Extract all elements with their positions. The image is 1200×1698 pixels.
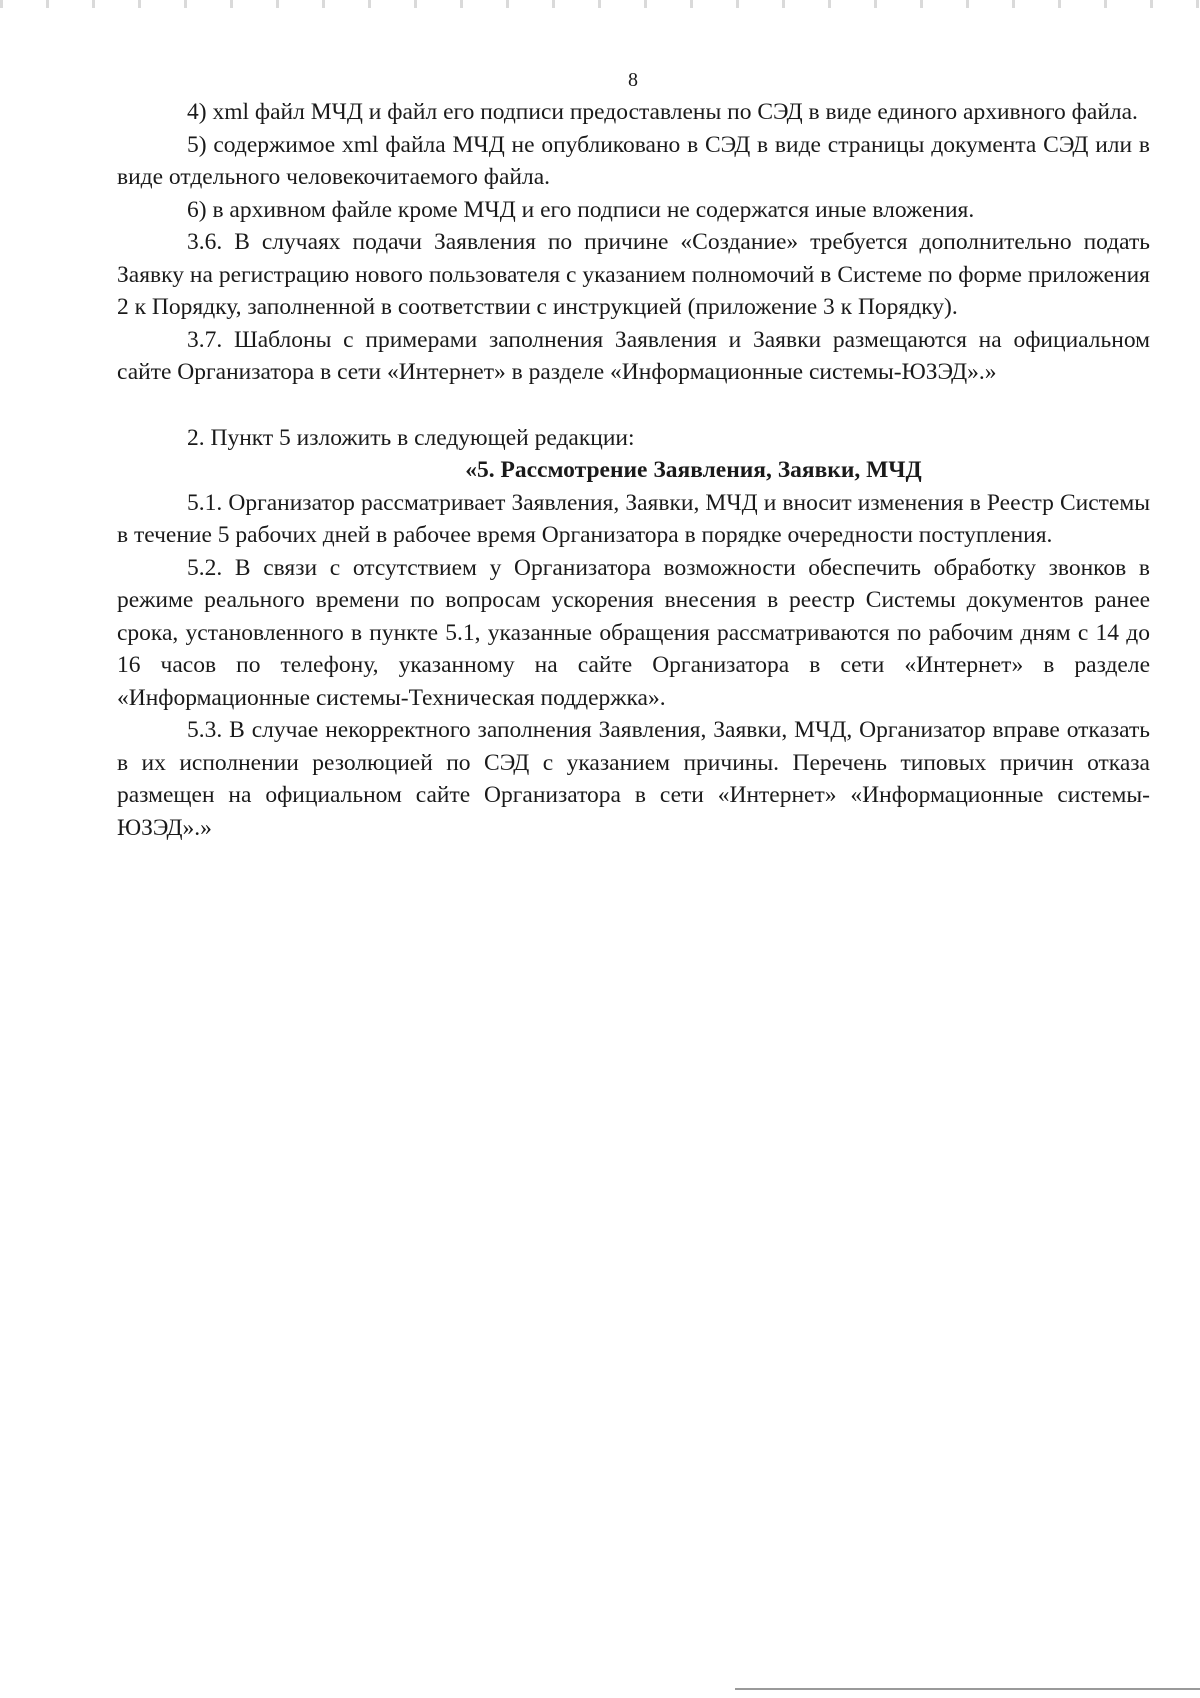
paragraph-5-2: 5.2. В связи с отсутствием у Организатора возможности обеспечить обработку звонков в режиме реального времени по вопросам ускорения внесения в реестр Системы документов ранее срока, установленного в пункте 5.1, указанные обращения рассматриваются по рабочим дням с 14 до 16 часов по телефону, указанному на сайте Организатора в сети «Интернет» в разделе «Информационные системы-Техническая поддержка». [117,554,1150,711]
paragraph-item-2: 2. Пункт 5 изложить в следующей редакции: [187,424,635,451]
paragraph-5-1: 5.1. Организатор рассматривает Заявления, Заявки, МЧД и вносит изменения в Реестр Системы в течение 5 рабочих дней в рабочее время Организатора в порядке очередности поступления. [117,489,1150,548]
paragraph-item-4: 4) xml файл МЧД и файл его подписи предоставлены по СЭД в виде единого архивного файла. [187,99,1138,125]
page-number: 8 [628,69,638,91]
section-heading: «5. Рассмотрение Заявления, Заявки, МЧД [465,457,922,483]
paragraph-5-3: 5.3. В случае некорректного заполнения Заявления, Заявки, МЧД, Организатор вправе отказать в их исполнении резолюцией по СЭД с указанием причины. Перечень типовых причин отказа размещен на официальном сайте Организатора в сети «Интернет» «Информационные системы-ЮЗЭД».» [117,717,1150,841]
footer-rule [735,1688,1200,1690]
paragraph-3-7: 3.7. Шаблоны с примерами заполнения Заявления и Заявки размещаются на официальном сайте Организатора в сети «Интернет» в разделе «Информационные системы-ЮЗЭД».» [117,326,1150,385]
paragraph-item-5: 5) содержимое xml файла МЧД не опубликовано в СЭД в виде страницы документа СЭД или в виде отдельного человекочитаемого файла. [117,131,1150,190]
scan-artifact-top [0,0,1200,8]
document-body [117,96,1150,844]
paragraph-3-6: 3.6. В случаях подачи Заявления по причине «Создание» требуется дополнительно подать Заявку на регистрацию нового пользователя с указанием полномочий в Системе по форме приложения 2 к Порядку, заполненной в соответствии с инструкцией (приложение 3 к Порядку). [117,229,1150,320]
paragraph-item-6: 6) в архивном файле кроме МЧД и его подписи не содержатся иные вложения. [187,196,975,223]
